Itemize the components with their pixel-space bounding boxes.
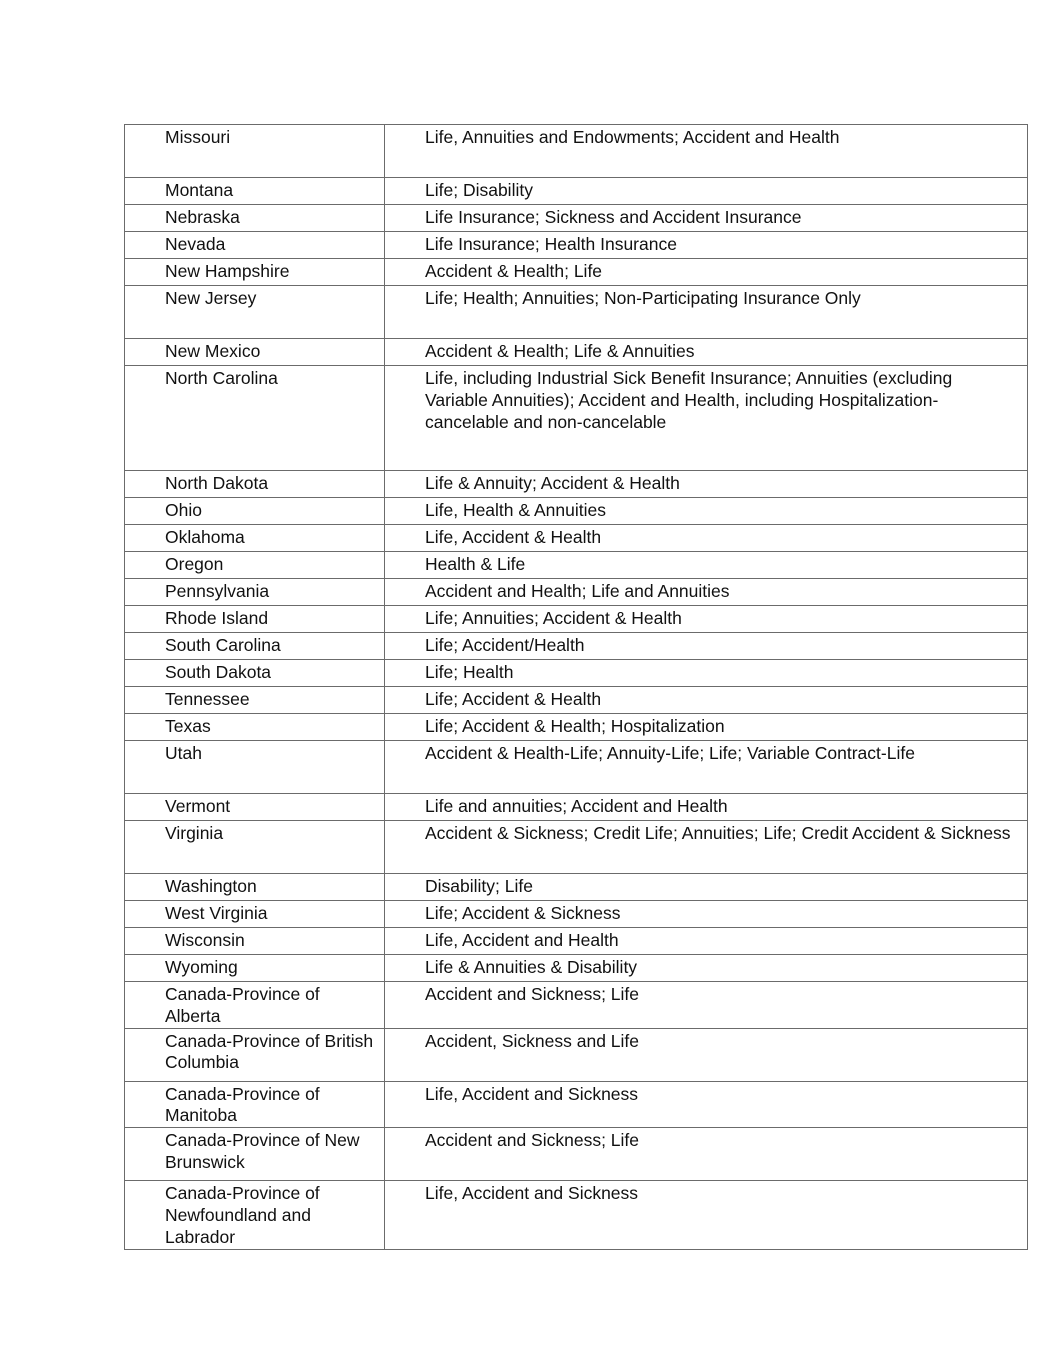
lines-of-authority-cell: Accident and Sickness; Life <box>385 982 1028 1029</box>
lines-of-authority-cell: Life, Accident & Health <box>385 525 1028 552</box>
lines-of-authority-cell: Disability; Life <box>385 874 1028 901</box>
lines-of-authority-cell: Life; Accident/Health <box>385 633 1028 660</box>
lines-of-authority-cell: Life Insurance; Health Insurance <box>385 232 1028 259</box>
table-row <box>125 178 1028 205</box>
lines-of-authority-cell: Life; Annuities; Accident & Health <box>385 606 1028 633</box>
jurisdiction-cell: North Carolina <box>125 366 385 471</box>
table-row <box>125 1181 1028 1249</box>
lines-of-authority-cell: Life & Annuities & Disability <box>385 955 1028 982</box>
jurisdiction-cell: South Carolina <box>125 633 385 660</box>
table-row <box>125 232 1028 259</box>
table-row <box>125 471 1028 498</box>
jurisdiction-cell: Pennsylvania <box>125 579 385 606</box>
table-row <box>125 1128 1028 1181</box>
jurisdiction-cell: Tennessee <box>125 687 385 714</box>
jurisdiction-cell: Nevada <box>125 232 385 259</box>
jurisdiction-cell: Oregon <box>125 552 385 579</box>
jurisdiction-lines-table <box>124 124 1028 1250</box>
jurisdiction-cell: Wyoming <box>125 955 385 982</box>
table-row <box>125 339 1028 366</box>
lines-of-authority-cell: Life; Health <box>385 660 1028 687</box>
table-row <box>125 1028 1028 1081</box>
jurisdiction-cell: Canada-Province of New Brunswick <box>125 1128 385 1181</box>
lines-of-authority-cell: Life, Annuities and Endowments; Accident and Health <box>385 125 1028 178</box>
table-row <box>125 498 1028 525</box>
jurisdiction-cell: West Virginia <box>125 901 385 928</box>
table-row <box>125 633 1028 660</box>
table-row <box>125 552 1028 579</box>
lines-of-authority-cell: Health & Life <box>385 552 1028 579</box>
lines-of-authority-cell: Life and annuities; Accident and Health <box>385 794 1028 821</box>
lines-of-authority-cell: Accident and Sickness; Life <box>385 1128 1028 1181</box>
jurisdiction-cell: Texas <box>125 714 385 741</box>
jurisdiction-cell: New Mexico <box>125 339 385 366</box>
jurisdiction-cell: Montana <box>125 178 385 205</box>
jurisdiction-cell: Vermont <box>125 794 385 821</box>
jurisdiction-cell: Canada-Province of Alberta <box>125 982 385 1029</box>
lines-of-authority-cell: Life; Accident & Sickness <box>385 901 1028 928</box>
lines-of-authority-cell: Life; Health; Annuities; Non-Participating Insurance Only <box>385 286 1028 339</box>
lines-of-authority-cell: Life, including Industrial Sick Benefit Insurance; Annuities (excluding Variable Annuities); Accident and Health, including Hospitalization-cancelable and non-cancelable <box>385 366 1028 471</box>
table-row <box>125 794 1028 821</box>
table-row <box>125 366 1028 471</box>
jurisdiction-cell: Rhode Island <box>125 606 385 633</box>
jurisdiction-cell: Wisconsin <box>125 928 385 955</box>
table-row <box>125 714 1028 741</box>
table-row <box>125 205 1028 232</box>
jurisdiction-cell: Oklahoma <box>125 525 385 552</box>
jurisdiction-cell: Utah <box>125 741 385 794</box>
lines-of-authority-cell: Accident, Sickness and Life <box>385 1028 1028 1081</box>
table-row <box>125 901 1028 928</box>
jurisdiction-cell: Washington <box>125 874 385 901</box>
table-row <box>125 982 1028 1029</box>
lines-of-authority-cell: Life, Accident and Sickness <box>385 1181 1028 1249</box>
lines-of-authority-cell: Accident & Health; Life <box>385 259 1028 286</box>
lines-of-authority-cell: Accident and Health; Life and Annuities <box>385 579 1028 606</box>
lines-of-authority-cell: Life; Accident & Health <box>385 687 1028 714</box>
lines-of-authority-cell: Life Insurance; Sickness and Accident Insurance <box>385 205 1028 232</box>
table-body <box>125 125 1028 1250</box>
table-row <box>125 1081 1028 1128</box>
table-row <box>125 579 1028 606</box>
table-row <box>125 606 1028 633</box>
jurisdiction-cell: New Jersey <box>125 286 385 339</box>
lines-of-authority-cell: Life, Health & Annuities <box>385 498 1028 525</box>
table-row <box>125 687 1028 714</box>
table-row <box>125 741 1028 794</box>
jurisdiction-cell: Canada-Province of British Columbia <box>125 1028 385 1081</box>
jurisdiction-cell: Virginia <box>125 821 385 874</box>
table-row <box>125 125 1028 178</box>
table-row <box>125 874 1028 901</box>
jurisdiction-cell: Ohio <box>125 498 385 525</box>
jurisdiction-cell: Canada-Province of Manitoba <box>125 1081 385 1128</box>
lines-of-authority-cell: Life, Accident and Health <box>385 928 1028 955</box>
table-row <box>125 955 1028 982</box>
jurisdiction-cell: North Dakota <box>125 471 385 498</box>
lines-of-authority-cell: Accident & Health-Life; Annuity-Life; Life; Variable Contract-Life <box>385 741 1028 794</box>
lines-of-authority-cell: Life & Annuity; Accident & Health <box>385 471 1028 498</box>
lines-of-authority-cell: Life; Disability <box>385 178 1028 205</box>
table-row <box>125 928 1028 955</box>
jurisdiction-cell: Missouri <box>125 125 385 178</box>
lines-of-authority-cell: Accident & Sickness; Credit Life; Annuities; Life; Credit Accident & Sickness <box>385 821 1028 874</box>
table-row <box>125 259 1028 286</box>
jurisdiction-cell: Nebraska <box>125 205 385 232</box>
lines-of-authority-cell: Life; Accident & Health; Hospitalization <box>385 714 1028 741</box>
lines-of-authority-cell: Life, Accident and Sickness <box>385 1081 1028 1128</box>
table-row <box>125 821 1028 874</box>
table-row <box>125 525 1028 552</box>
jurisdiction-cell: New Hampshire <box>125 259 385 286</box>
jurisdiction-cell: Canada-Province of Newfoundland and Labrador <box>125 1181 385 1249</box>
table-row <box>125 660 1028 687</box>
jurisdiction-cell: South Dakota <box>125 660 385 687</box>
table-row <box>125 286 1028 339</box>
lines-of-authority-cell: Accident & Health; Life & Annuities <box>385 339 1028 366</box>
